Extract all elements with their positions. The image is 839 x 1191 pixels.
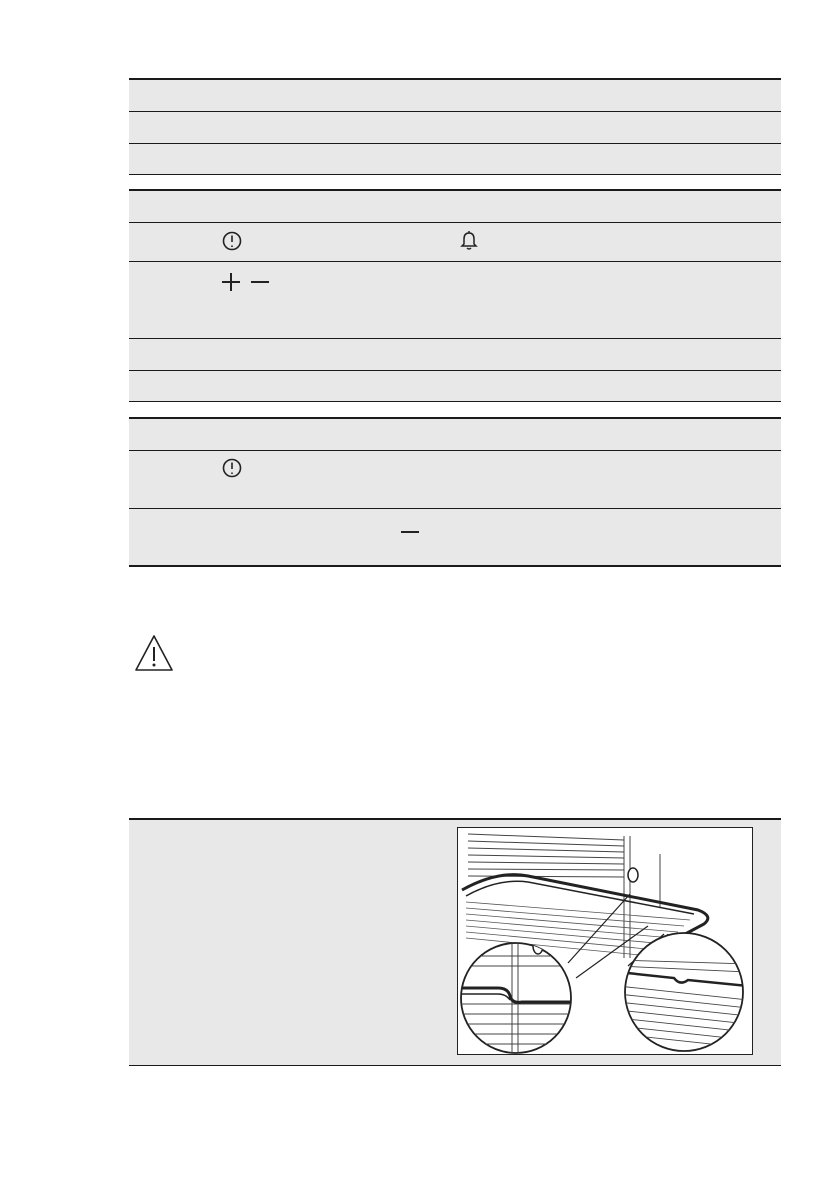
table-row	[129, 80, 781, 112]
table-row	[129, 191, 781, 223]
bell-icon	[459, 230, 479, 252]
table-row	[129, 451, 781, 509]
clock-icon	[221, 457, 243, 479]
table-row	[129, 419, 781, 451]
warning-triangle-icon	[134, 634, 174, 677]
table-row	[129, 262, 781, 339]
plus-icon	[220, 271, 242, 293]
table-row	[129, 509, 781, 567]
clock-icon	[221, 230, 243, 252]
table-row	[129, 339, 781, 371]
table-row	[129, 371, 781, 402]
table-row	[129, 112, 781, 144]
minus-icon	[249, 271, 271, 293]
oven-shelf-illustration	[457, 827, 753, 1055]
minus-icon	[399, 521, 421, 543]
table-row	[129, 223, 781, 262]
table-row	[129, 144, 781, 175]
